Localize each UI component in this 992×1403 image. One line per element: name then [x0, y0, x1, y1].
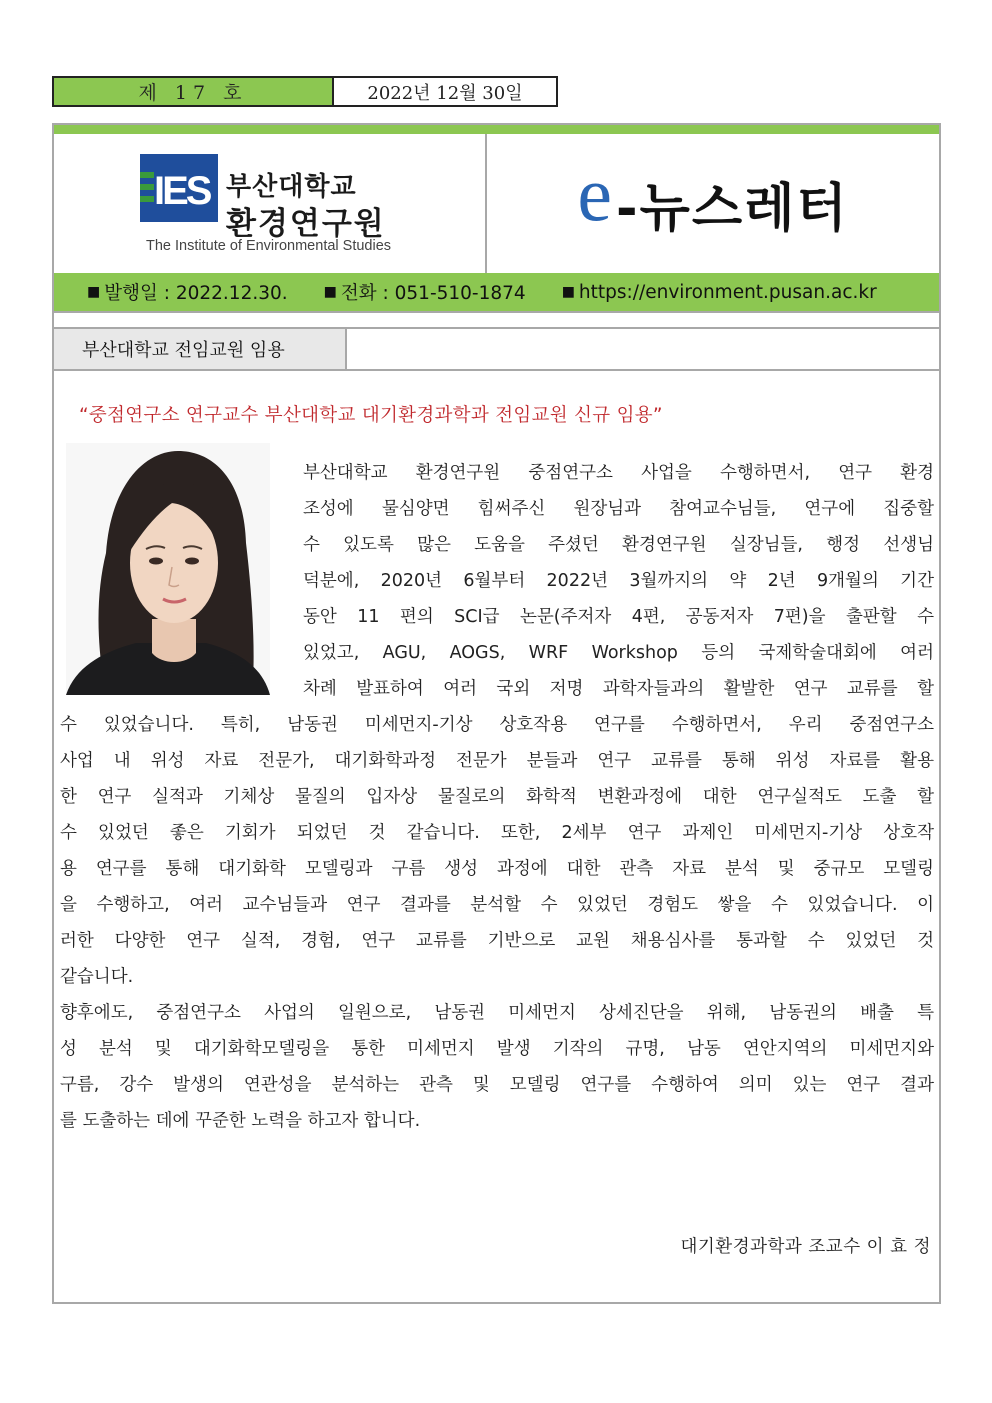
- body-line: 차례 발표하여 여러 국외 저명 과학자들과의 활발한 연구 교류를 할: [303, 679, 934, 699]
- issued-info: [87, 279, 288, 305]
- body-line: 부산대학교 환경연구원 중점연구소 사업을 수행하면서, 연구 환경: [303, 463, 934, 483]
- body-line: 덕분에, 2020년 6월부터 2022년 3월까지의 약 2년 9개월의 기간: [303, 571, 934, 591]
- square-bullet-icon: ■: [561, 284, 575, 300]
- issue-bar: [52, 76, 558, 107]
- newsletter-title-text: -뉴스레터: [616, 179, 849, 239]
- body-line: 용 연구를 통해 대기화학 모델링과 구름 생성 과정에 대한 관측 자료 분석 및 중규모 모델링: [60, 859, 934, 879]
- body-line: 구름, 강수 발생의 연관성을 분석하는 관측 및 모델링 연구를 수행하여 의미 있는 연구 결과: [60, 1075, 934, 1095]
- author-signature: 대기환경과학과 조교수 이 효 정: [680, 1237, 931, 1257]
- body-line: 한 연구 실적과 기체상 물질의 입자상 물질로의 화학적 변환과정에 대한 연구실적도 도출 할: [60, 787, 934, 807]
- issued-date-text: 발행일 : 2022.12.30.: [104, 283, 288, 304]
- square-bullet-icon: ■: [87, 284, 101, 300]
- svg-text:IES: IES: [154, 169, 210, 213]
- article-headline: “중점연구소 연구교수 부산대학교 대기환경과학과 전임교원 신규 임용”: [79, 405, 663, 426]
- body-line: 러한 다양한 연구 실적, 경험, 연구 교류를 기반으로 교원 채용심사를 통과할 수 있었던 것: [60, 931, 934, 951]
- institute-logo: [54, 134, 487, 273]
- newsletter-frame: [52, 123, 941, 1304]
- body-line: 수 있었던 좋은 기회가 되었던 것 같습니다. 또한, 2세부 연구 과제인 미세먼지-기상 상호작: [60, 823, 934, 843]
- section-header: [54, 327, 939, 371]
- top-accent-bar: [54, 125, 939, 134]
- body-line: 동안 11 편의 SCI급 논문(주저자 4편, 공동저자 7편)을 출판할 수: [303, 607, 934, 627]
- logo-english-name: The Institute of Environmental Studies: [146, 238, 392, 254]
- article-body: [60, 455, 934, 1139]
- phone-text: 전화 : 051-510-1874: [340, 283, 526, 304]
- url-info: [562, 282, 877, 303]
- square-bullet-icon: ■: [323, 284, 337, 300]
- body-line: 성 분석 및 대기화학모델링을 통한 미세먼지 발생 기작의 규명, 남동 연안지역의 미세먼지와: [60, 1039, 934, 1059]
- issue-date: 2022년 12월 30일: [367, 82, 523, 104]
- phone-info: [324, 279, 526, 305]
- body-line: 조성에 물심양면 힘써주신 원장님과 참여교수님들, 연구에 집중할: [303, 499, 934, 519]
- section-title: 부산대학교 전임교원 임용: [54, 329, 347, 369]
- body-line: 을 수행하고, 여러 교수님들과 연구 결과를 분석할 수 있었던 경험도 쌓을 수 있었습니다. 이: [60, 895, 934, 915]
- logo-name-line2: 환경연구원: [226, 206, 386, 242]
- logo-name-line1: 부산대학교: [226, 172, 357, 202]
- body-line: 수 있도록 많은 도움을 주셨던 환경연구원 실장님들, 행정 선생님: [303, 535, 934, 555]
- info-row: [54, 273, 939, 313]
- body-line: 향후에도, 중점연구소 사업의 일원으로, 남동권 미세먼지 상세진단을 위해, 남동권의 배출 특: [60, 1003, 934, 1023]
- body-line: 같습니다.: [60, 967, 134, 987]
- body-line: 사업 내 위성 자료 전문가, 대기화학과정 전문가 분들과 연구 교류를 통해 위성 자료를 활용: [60, 751, 934, 771]
- body-line: 를 도출하는 데에 꾸준한 노력을 하고자 합니다.: [60, 1111, 421, 1131]
- issue-number: 제 17 호: [54, 78, 334, 105]
- e-letter: e: [577, 149, 613, 237]
- website-link[interactable]: https://environment.pusan.ac.kr: [578, 281, 877, 303]
- body-line: 있었고, AGU, AOGS, WRF Workshop 등의 국제학술대회에 여러: [303, 643, 934, 663]
- newsletter-title: [487, 134, 939, 273]
- body-line: 수 있었습니다. 특히, 남동권 미세먼지-기상 상호작용 연구를 수행하면서, 우리 중점연구소: [60, 715, 934, 735]
- ies-logo-icon: [140, 154, 218, 222]
- header-row: [54, 134, 939, 275]
